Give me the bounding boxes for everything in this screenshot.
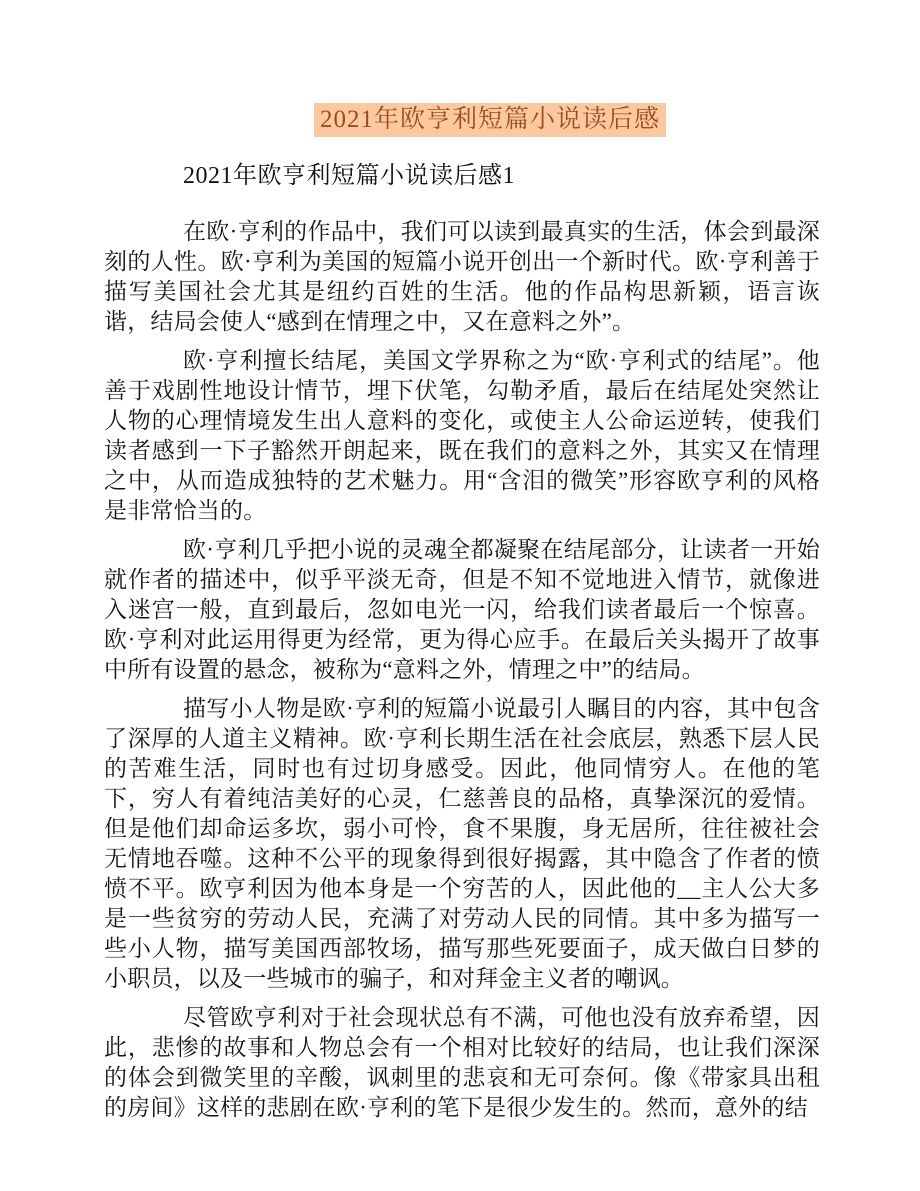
- document-subtitle: 2021年欧亨利短篇小说读后感1: [183, 163, 515, 189]
- paragraph-5: 尽管欧亨利对于社会现状总有不满，可他也没有放弃希望，因此，悲惨的故事和人物总会有一个相对比较好的结局，也让我们深深的体会到微笑里的辛酸，讽刺里的悲哀和无可奈何。像《带家具出租的房间》这样的悲剧在欧·亨利的笔下是很少发生的。然而，意外的结: [104, 1005, 820, 1120]
- paragraph-3: 欧·亨利几乎把小说的灵魂全都凝聚在结尾部分，让读者一开始就作者的描述中，似乎平淡无奇，但是不知不觉地进入情节，就像进入迷宫一般，直到最后，忽如电光一闪，给我们读者最后一个惊喜。欧·亨利对此运用得更为经常，更为得心应手。在最后关头揭开了故事中所有设置的悬念，被称为“意料之外，情理之中”的结局。: [104, 537, 820, 682]
- document-title: [132, 104, 848, 136]
- paragraph-4: 描写小人物是欧·亨利的短篇小说最引人瞩目的内容，其中包含了深厚的人道主义精神。欧·亨利长期生活在社会底层，熟悉下层人民的苦难生活，同时也有过切身感受。因此，他同情穷人。在他的笔下，穷人有着纯洁美好的心灵，仁慈善良的品格，真挚深沉的爱情。但是他们却命运多坎，弱小可怜，食不果腹，身无居所，往往被社会无情地吞噬。这种不公平的现象得到很好揭露，其中隐含了作者的愤愤不平。欧亨利因为他本身是一个穷苦的人，因此他的__主人公大多是一些贫穷的劳动人民，充满了对劳动人民的同情。其中多为描写一些小人物，描写美国西部牧场，描写那些死要面子，成天做白日梦的小职员，以及一些城市的骗子，和对拜金主义者的嘲讽。: [104, 696, 820, 991]
- paragraph-2: 欧·亨利擅长结尾，美国文学界称之为“欧·亨利式的结尾”。他善于戏剧性地设计情节，埋下伏笔，勾勒矛盾，最后在结尾处突然让人物的心理情境发生出人意料的变化，或使主人公命运逆转，使我们读者感到一下子豁然开朗起来，既在我们的意料之外，其实又在情理之中，从而造成独特的艺术魅力。用“含泪的微笑”形容欧亨利的风格是非常恰当的。: [104, 348, 820, 523]
- paragraph-1: 在欧·亨利的作品中，我们可以读到最真实的生活，体会到最深刻的人性。欧·亨利为美国的短篇小说开创出一个新时代。欧·亨利善于描写美国社会尤其是纽约百姓的生活。他的作品构思新颖，语言诙谐，结局会使人“感到在情理之中，又在意料之外”。: [104, 219, 820, 334]
- document-content: [104, 104, 820, 1132]
- document-title-text: 2021年欧亨利短篇小说读后感: [314, 103, 666, 137]
